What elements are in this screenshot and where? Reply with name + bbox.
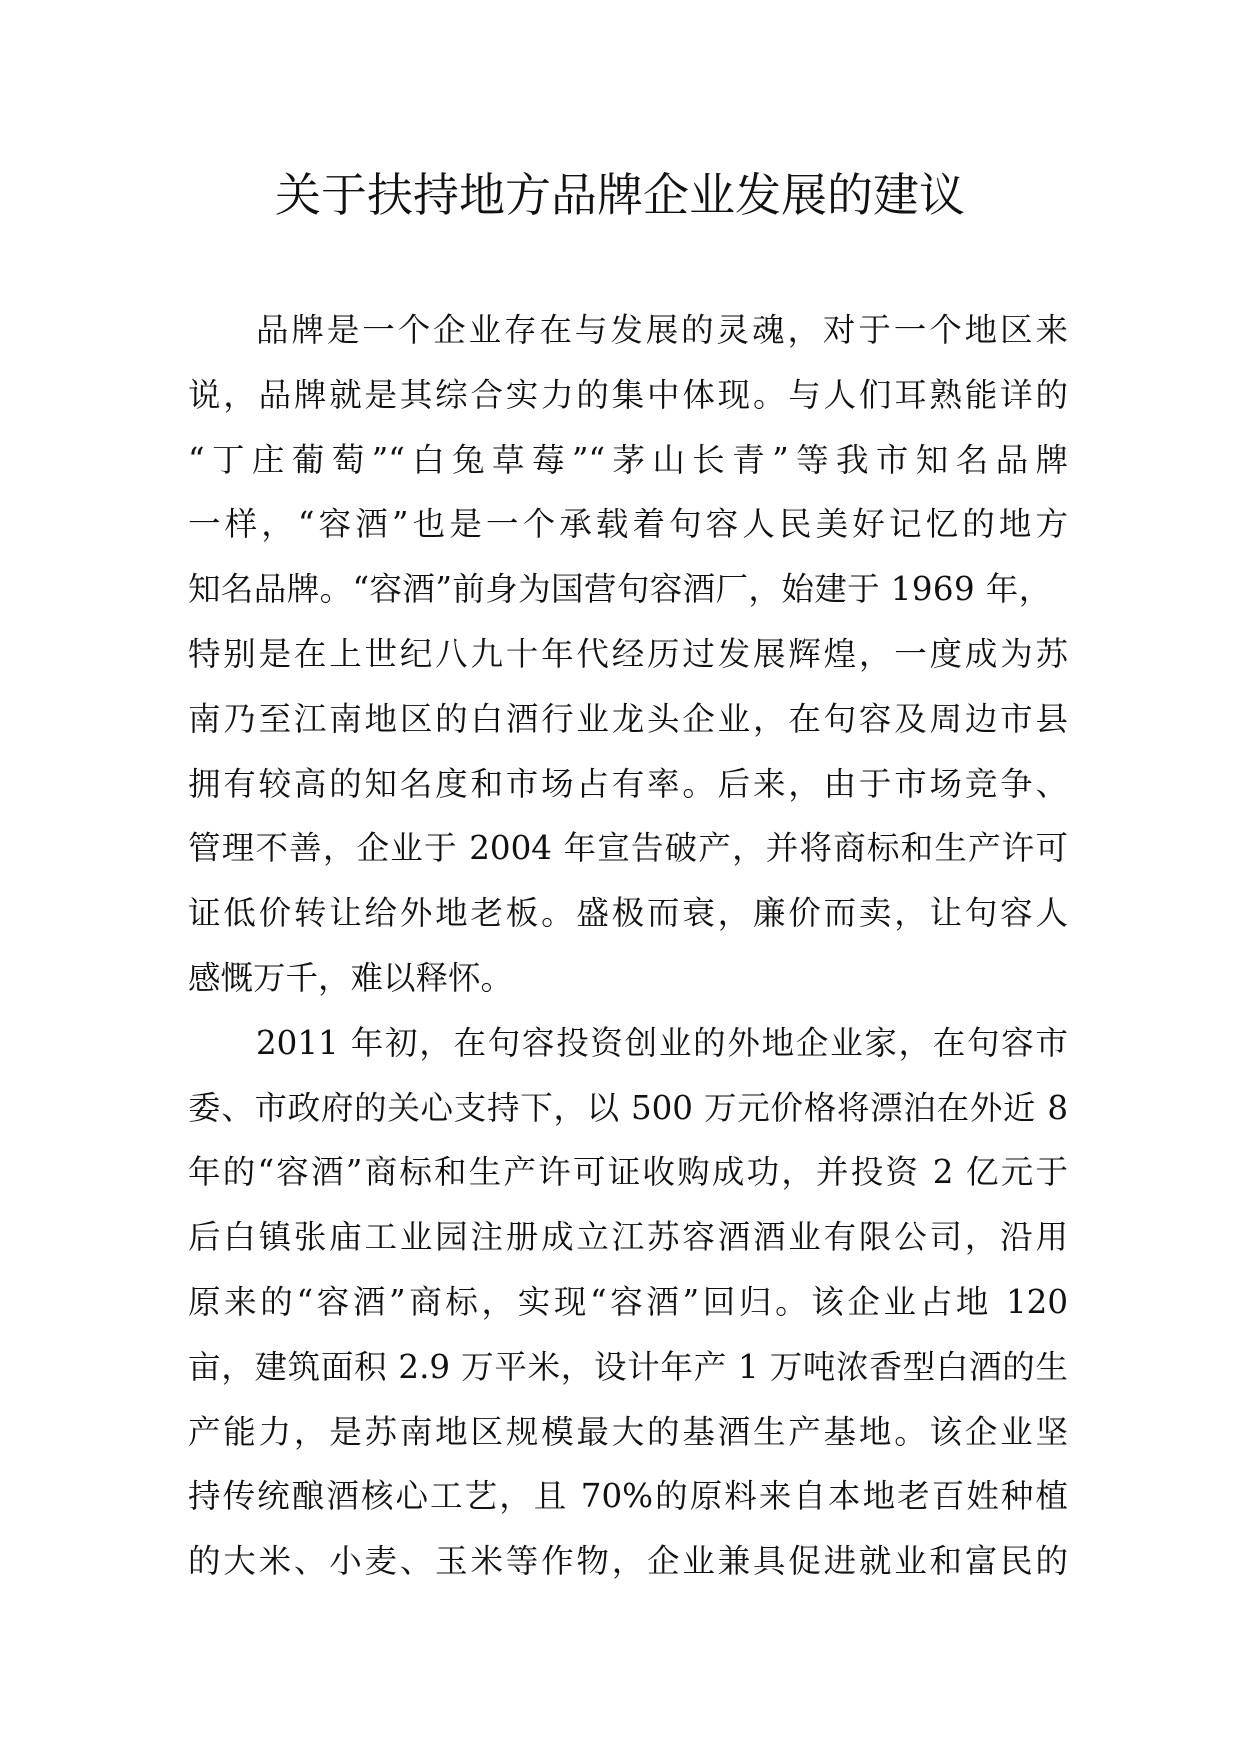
paragraph-1 [188,298,1068,1011]
text-line: 感慨万千，难以释怀。 [188,958,514,997]
text-line: 特别是在上世纪八九十年代经历过发展辉煌，一度成为苏 [188,634,1068,673]
text-line: 的大米、小麦、玉米等作物，企业兼具促进就业和富民的 [188,1542,1068,1581]
text-line: 证低价转让给外地老板。盛极而衰，廉价而卖，让句容人 [188,894,1068,933]
text-line: “丁庄葡萄”“白兔草莓”“茅山长青”等我市知名品牌 [188,440,1068,479]
text-line: 产能力，是苏南地区规模最大的基酒生产基地。该企业坚 [188,1412,1068,1451]
text-line: 亩，建筑面积 2.9 万平米，设计年产 1 万吨浓香型白酒的生 [188,1347,1068,1386]
text-line: 知名品牌。“容酒”前身为国营句容酒厂，始建于 1969 年， [188,570,1052,609]
document-title: 关于扶持地方品牌企业发展的建议 [275,168,965,222]
text-line: 后白镇张庙工业园注册成立江苏容酒酒业有限公司，沿用 [188,1218,1068,1257]
text-line: 说，品牌就是其综合实力的集中体现。与人们耳熟能详的 [188,375,1068,414]
text-line: 南乃至江南地区的白酒行业龙头企业，在句容及周边市县 [188,699,1068,738]
text-line: 品牌是一个企业存在与发展的灵魂，对于一个地区来 [256,311,1068,349]
text-line: 2011 年初，在句容投资创业的外地企业家，在句容市 [256,1023,1068,1062]
text-line: 原来的“容酒”商标，实现“容酒”回归。该企业占地 120 [188,1282,1068,1321]
text-line: 拥有较高的知名度和市场占有率。后来，由于市场竞争、 [188,764,1068,803]
text-line: 委、市政府的关心支持下，以 500 万元价格将漂泊在外近 8 [188,1088,1068,1127]
text-line: 管理不善，企业于 2004 年宣告破产，并将商标和生产许可 [188,829,1068,868]
paragraph-2 [188,1011,1068,1594]
text-line: 一样，“容酒”也是一个承载着句容人民美好记忆的地方 [188,505,1068,544]
document-body [188,298,1068,1594]
text-line: 持传统酿酒核心工艺，且 70%的原料来自本地老百姓种植 [188,1477,1068,1516]
text-line: 年的“容酒”商标和生产许可证收购成功，并投资 2 亿元于 [188,1153,1068,1192]
